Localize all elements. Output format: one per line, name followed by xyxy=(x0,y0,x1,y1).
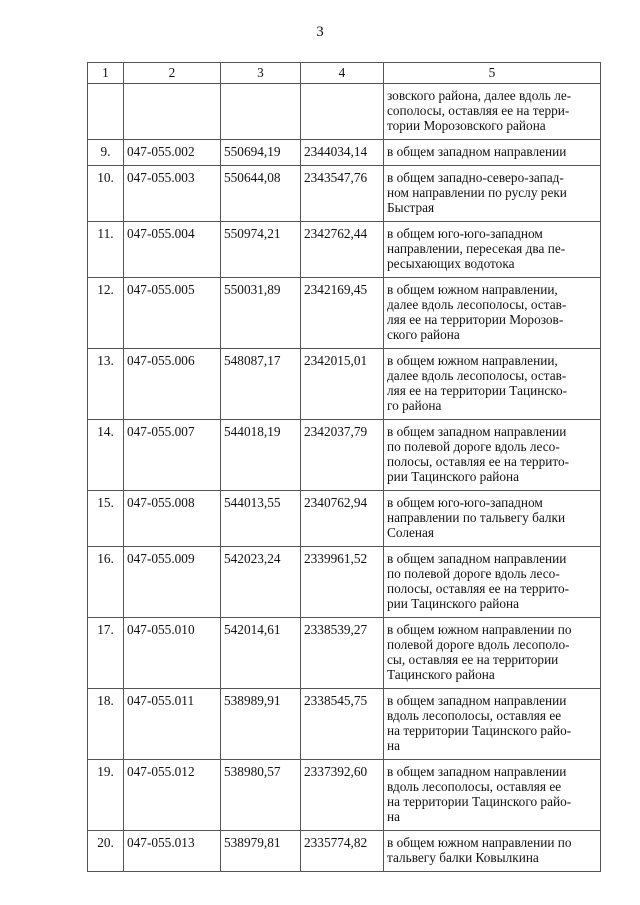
table-row xyxy=(88,349,601,420)
description-line: в общем юго-юго-западном xyxy=(387,226,543,241)
point-number-cell xyxy=(88,84,124,140)
y-coordinate-cell: 2342037,79 xyxy=(301,420,384,491)
y-coordinate-cell: 2337392,60 xyxy=(301,760,384,831)
description-line: зовского района, далее вдоль ле- xyxy=(387,88,572,103)
point-code-cell: 047-055.004 xyxy=(124,222,221,278)
point-code-cell xyxy=(124,84,221,140)
point-number-cell: 12. xyxy=(88,278,124,349)
header-col-5: 5 xyxy=(384,63,601,84)
x-coordinate-cell: 544013,55 xyxy=(221,491,301,547)
description-line: го района xyxy=(387,398,442,413)
direction-description-cell xyxy=(384,278,601,349)
point-number-cell: 9. xyxy=(88,140,124,166)
description-line: в общем западно-северо-запад- xyxy=(387,170,564,185)
direction-description-cell xyxy=(384,689,601,760)
y-coordinate-cell: 2338539,27 xyxy=(301,618,384,689)
direction-description-cell xyxy=(384,166,601,222)
description-line: по полевой дороге вдоль лесо- xyxy=(387,439,560,454)
table-row xyxy=(88,166,601,222)
direction-description-cell xyxy=(384,349,601,420)
point-number-cell: 16. xyxy=(88,547,124,618)
direction-description-cell xyxy=(384,831,601,872)
description-line: вдоль лесополосы, оставляя ее xyxy=(387,708,562,723)
description-line: в общем западном направлении xyxy=(387,424,567,439)
direction-description-cell xyxy=(384,760,601,831)
direction-description-cell xyxy=(384,547,601,618)
table-row xyxy=(88,491,601,547)
description-line: в общем западном направлении xyxy=(387,764,567,779)
point-number-cell: 11. xyxy=(88,222,124,278)
point-code-cell: 047-055.005 xyxy=(124,278,221,349)
description-line: направлении по тальвегу балки xyxy=(387,510,566,525)
description-line: рии Тацинского района xyxy=(387,469,520,484)
direction-description-cell xyxy=(384,84,601,140)
x-coordinate-cell: 550644,08 xyxy=(221,166,301,222)
description-line: на территории Тацинского райо- xyxy=(387,723,572,738)
description-line: на xyxy=(387,809,401,824)
description-line: в общем юго-юго-западном xyxy=(387,495,543,510)
y-coordinate-cell: 2343547,76 xyxy=(301,166,384,222)
x-coordinate-cell: 538979,81 xyxy=(221,831,301,872)
point-code-cell: 047-055.003 xyxy=(124,166,221,222)
point-number-cell: 20. xyxy=(88,831,124,872)
description-line: на территории Тацинского райо- xyxy=(387,794,572,809)
x-coordinate-cell: 550974,21 xyxy=(221,222,301,278)
point-code-cell: 047-055.011 xyxy=(124,689,221,760)
point-code-cell: 047-055.002 xyxy=(124,140,221,166)
description-line: в общем западном направлении xyxy=(387,144,567,159)
point-number-cell: 17. xyxy=(88,618,124,689)
description-line: далее вдоль лесополосы, остав- xyxy=(387,297,567,312)
y-coordinate-cell: 2340762,94 xyxy=(301,491,384,547)
table-row xyxy=(88,760,601,831)
description-line: сы, оставляя ее на территории xyxy=(387,652,559,667)
description-line: ляя ее на территории Тацинско- xyxy=(387,383,568,398)
table-body xyxy=(88,84,601,872)
x-coordinate-cell: 550694,19 xyxy=(221,140,301,166)
x-coordinate-cell: 538989,91 xyxy=(221,689,301,760)
x-coordinate-cell: 550031,89 xyxy=(221,278,301,349)
x-coordinate-cell: 538980,57 xyxy=(221,760,301,831)
description-line: в общем южном направлении по xyxy=(387,835,572,850)
y-coordinate-cell xyxy=(301,84,384,140)
point-code-cell: 047-055.008 xyxy=(124,491,221,547)
description-line: по полевой дороге вдоль лесо- xyxy=(387,566,560,581)
description-line: Быстрая xyxy=(387,200,435,215)
point-number-cell: 10. xyxy=(88,166,124,222)
description-line: направлении, пересекая два пе- xyxy=(387,241,566,256)
description-line: ляя ее на территории Морозов- xyxy=(387,312,564,327)
description-line: в общем западном направлении xyxy=(387,693,567,708)
description-line: в общем южном направлении по xyxy=(387,622,572,637)
point-code-cell: 047-055.012 xyxy=(124,760,221,831)
point-number-cell: 18. xyxy=(88,689,124,760)
description-line: ресыхающих водотока xyxy=(387,256,515,271)
direction-description-cell xyxy=(384,491,601,547)
point-number-cell: 19. xyxy=(88,760,124,831)
description-line: в общем южном направлении, xyxy=(387,282,558,297)
direction-description-cell xyxy=(384,222,601,278)
description-line: тальвегу балки Ковылкина xyxy=(387,850,539,865)
x-coordinate-cell xyxy=(221,84,301,140)
description-line: вдоль лесополосы, оставляя ее xyxy=(387,779,562,794)
table-row xyxy=(88,84,601,140)
description-line: далее вдоль лесополосы, остав- xyxy=(387,368,567,383)
header-row xyxy=(88,63,601,84)
header-col-3: 3 xyxy=(221,63,301,84)
table-header xyxy=(88,63,601,84)
description-line: ского района xyxy=(387,327,460,342)
table-row xyxy=(88,689,601,760)
point-code-cell: 047-055.009 xyxy=(124,547,221,618)
description-line: на xyxy=(387,738,401,753)
y-coordinate-cell: 2339961,52 xyxy=(301,547,384,618)
description-line: полосы, оставляя ее на террито- xyxy=(387,454,570,469)
description-line: рии Тацинского района xyxy=(387,596,520,611)
y-coordinate-cell: 2342169,45 xyxy=(301,278,384,349)
y-coordinate-cell: 2344034,14 xyxy=(301,140,384,166)
table-row xyxy=(88,420,601,491)
table-row xyxy=(88,222,601,278)
x-coordinate-cell: 542014,61 xyxy=(221,618,301,689)
y-coordinate-cell: 2338545,75 xyxy=(301,689,384,760)
description-line: ном направлении по руслу реки xyxy=(387,185,567,200)
point-code-cell: 047-055.013 xyxy=(124,831,221,872)
point-number-cell: 13. xyxy=(88,349,124,420)
point-number-cell: 14. xyxy=(88,420,124,491)
table-row xyxy=(88,547,601,618)
description-line: полосы, оставляя ее на террито- xyxy=(387,581,570,596)
table-row xyxy=(88,278,601,349)
header-col-1: 1 xyxy=(88,63,124,84)
direction-description-cell xyxy=(384,140,601,166)
y-coordinate-cell: 2335774,82 xyxy=(301,831,384,872)
description-line: в общем западном направлении xyxy=(387,551,567,566)
direction-description-cell xyxy=(384,420,601,491)
y-coordinate-cell: 2342015,01 xyxy=(301,349,384,420)
x-coordinate-cell: 542023,24 xyxy=(221,547,301,618)
direction-description-cell xyxy=(384,618,601,689)
point-code-cell: 047-055.010 xyxy=(124,618,221,689)
description-line: в общем южном направлении, xyxy=(387,353,558,368)
description-line: Тацинского района xyxy=(387,667,495,682)
table-row xyxy=(88,140,601,166)
point-number-cell: 15. xyxy=(88,491,124,547)
description-line: Соленая xyxy=(387,525,435,540)
x-coordinate-cell: 548087,17 xyxy=(221,349,301,420)
header-col-2: 2 xyxy=(124,63,221,84)
page-number: 3 xyxy=(316,24,324,40)
boundary-points-table xyxy=(87,62,601,872)
table-row xyxy=(88,618,601,689)
description-line: сополосы, оставляя ее на терри- xyxy=(387,103,570,118)
header-col-4: 4 xyxy=(301,63,384,84)
description-line: полевой дороге вдоль лесополо- xyxy=(387,637,570,652)
x-coordinate-cell: 544018,19 xyxy=(221,420,301,491)
y-coordinate-cell: 2342762,44 xyxy=(301,222,384,278)
point-code-cell: 047-055.007 xyxy=(124,420,221,491)
point-code-cell: 047-055.006 xyxy=(124,349,221,420)
description-line: тории Морозовского района xyxy=(387,118,546,133)
table-row xyxy=(88,831,601,872)
